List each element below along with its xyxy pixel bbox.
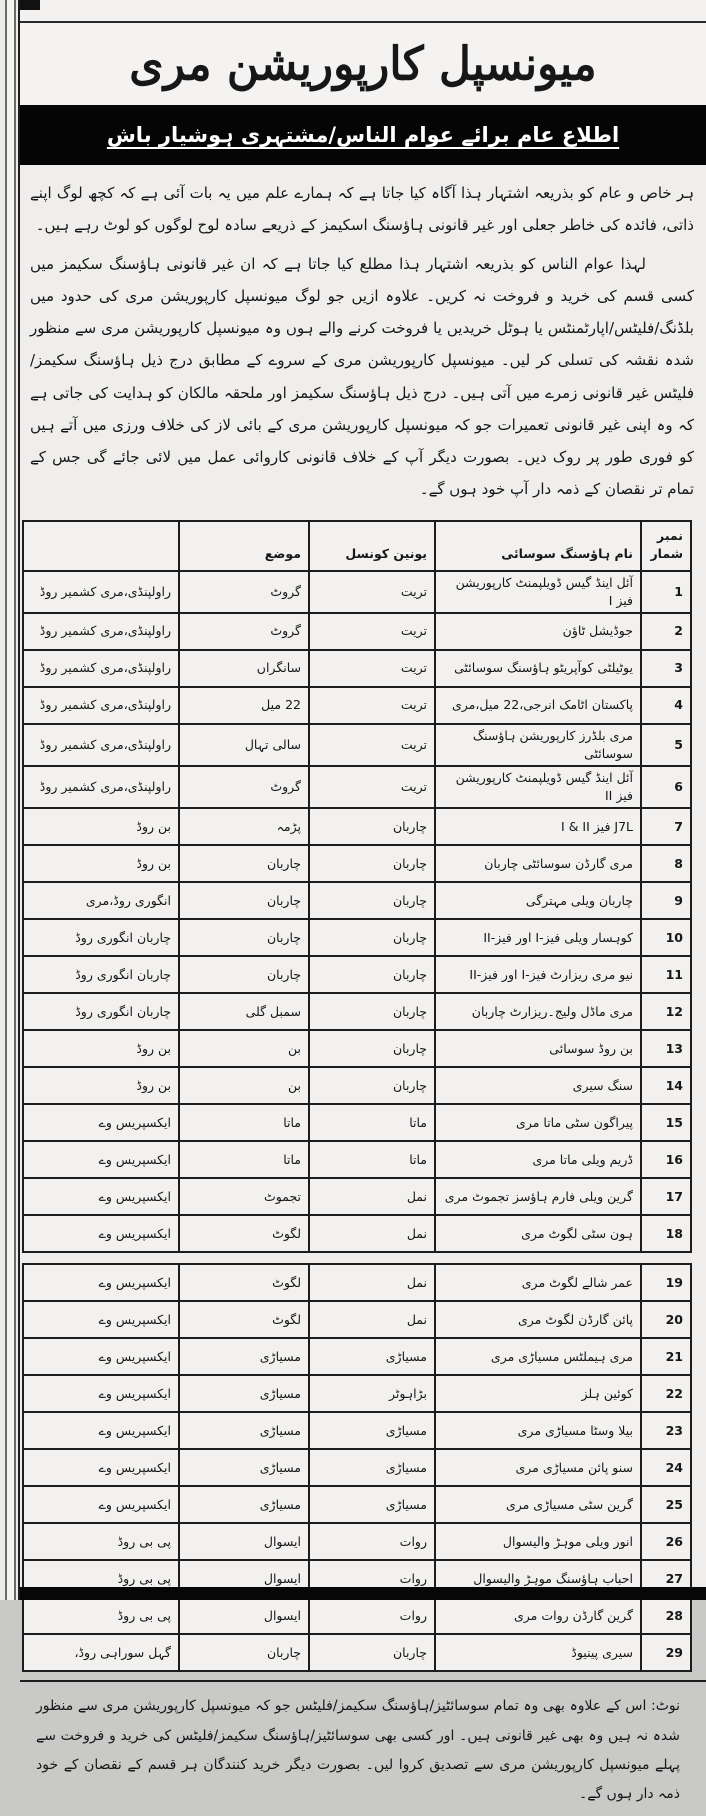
cell-society: آئل اینڈ گیس ڈویلپمنٹ کارپوریشن فیز I [435,571,641,613]
table-row [23,1486,691,1523]
cell-mouza: مسیاڑی [179,1338,309,1375]
cell-mouza: چاربان [179,882,309,919]
cell-union-council: روات [309,1597,435,1634]
cell-society: انور ویلی موہڑ والیسوال [435,1523,641,1560]
cell-serial: 2 [641,613,691,650]
cell-union-council: تریت [309,650,435,687]
cell-union-council: چاربان [309,1030,435,1067]
cell-union-council: نمل [309,1264,435,1301]
table-row [23,1449,691,1486]
cell-society: پاکستان اٹامک انرجی،22 میل،مری [435,687,641,724]
cell-location: پی بی روڈ [23,1597,179,1634]
cell-society: ہون سٹی لگوٹ مری [435,1215,641,1252]
cell-mouza: لگوٹ [179,1215,309,1252]
cell-union-council: تریت [309,687,435,724]
table-row [23,1523,691,1560]
cell-society: گرین گارڈن روات مری [435,1597,641,1634]
cell-mouza: تجموٹ [179,1178,309,1215]
cell-union-council: مسیاڑی [309,1486,435,1523]
cell-society: احباب ہاؤسنگ موہڑ والیسوال [435,1560,641,1597]
cell-serial: 29 [641,1634,691,1671]
cell-location: ایکسپریس وے [23,1301,179,1338]
cell-mouza: پڑمہ [179,808,309,845]
cell-union-council: ماتا [309,1141,435,1178]
cell-society: سیری پینیوڈ [435,1634,641,1671]
cell-location: راولپنڈی،مری کشمیر روڈ [23,650,179,687]
column-header-mouza: موضع [179,521,309,571]
cell-mouza: سالی تہال [179,724,309,766]
cell-mouza: چاربان [179,845,309,882]
table-row [23,1215,691,1252]
cell-mouza: مسیاڑی [179,1486,309,1523]
cell-location: ایکسپریس وے [23,1486,179,1523]
cell-union-council: مسیاڑی [309,1412,435,1449]
footer-note [20,1680,706,1816]
cell-union-council: چاربان [309,808,435,845]
cell-location: راولپنڈی،مری کشمیر روڈ [23,687,179,724]
cell-serial: 19 [641,1264,691,1301]
cell-union-council: ماتا [309,1104,435,1141]
cell-location: چاربان انگوری روڈ [23,919,179,956]
table-row [23,919,691,956]
cell-union-council: چاربان [309,919,435,956]
cell-serial: 13 [641,1030,691,1067]
cell-society: چاربان ویلی مہترگی [435,882,641,919]
cell-mouza: 22 میل [179,687,309,724]
table-row [23,1141,691,1178]
notice-banner [20,105,706,165]
cell-location: راولپنڈی،مری کشمیر روڈ [23,766,179,808]
cell-location: راولپنڈی،مری کشمیر روڈ [23,571,179,613]
cell-mouza: گروٹ [179,613,309,650]
cell-society: مری ماڈل ولیج۔ریزارٹ چاربان [435,993,641,1030]
cell-union-council: تریت [309,613,435,650]
table-row [23,1030,691,1067]
cell-serial: 26 [641,1523,691,1560]
cell-serial: 27 [641,1560,691,1597]
cell-location: گہل سوراہی روڈ، [23,1634,179,1671]
scan-corner-mark [20,0,40,10]
cell-mouza: ایسوال [179,1523,309,1560]
cell-union-council: چاربان [309,845,435,882]
cell-location: بن روڈ [23,845,179,882]
table-row [23,993,691,1030]
cell-location: ایکسپریس وے [23,1412,179,1449]
cell-serial: 24 [641,1449,691,1486]
societies-table-2 [22,1263,692,1672]
cell-society: سنگ سیری [435,1067,641,1104]
cell-mouza: چاربان [179,1634,309,1671]
column-header-serial: نمبر شمار [641,521,691,571]
column-header-society: نام ہاؤسنگ سوسائی [435,521,641,571]
cell-mouza: مسیاڑی [179,1412,309,1449]
cell-mouza: ماتا [179,1104,309,1141]
cell-location: بن روڈ [23,808,179,845]
cell-society: مری ہیملٹس مسیاڑی مری [435,1338,641,1375]
cell-union-council: نمل [309,1301,435,1338]
cell-society: کوئین ہلز [435,1375,641,1412]
cell-union-council: نمل [309,1215,435,1252]
cell-mouza: سانگراں [179,650,309,687]
cell-union-council: تریت [309,766,435,808]
cell-society: نیو مری ریزارٹ فیز-I اور فیز-II [435,956,641,993]
cell-union-council: مسیاڑی [309,1338,435,1375]
cell-mouza: بن [179,1067,309,1104]
cell-location: بن روڈ [23,1067,179,1104]
table-row [23,845,691,882]
cell-society: گرین ویلی فارم ہاؤسز تجموٹ مری [435,1178,641,1215]
cell-location: بن روڈ [23,1030,179,1067]
cell-location: چاربان انگوری روڈ [23,993,179,1030]
cell-location: پی بی روڈ [23,1523,179,1560]
cell-location: ایکسپریس وے [23,1264,179,1301]
cell-mouza: گروٹ [179,571,309,613]
table-row [23,1634,691,1671]
cell-union-council: روات [309,1560,435,1597]
cell-society: پیراگون سٹی ماتا مری [435,1104,641,1141]
intro-paragraph-1: ہر خاص و عام کو بذریعہ اشتہار ہذا آگاہ کیا جاتا ہے کہ ہمارے علم میں یہ بات آئی ہے کہ کچھ لوگ اپنے ذاتی، فائدہ کی خاطر جعلی اور غیر قانونی ہاؤسنگ اسکیمز کے ذریعے سادہ لوح لوگوں کو لوٹ رہے ہیں۔ [30,184,694,235]
table-row [23,1597,691,1634]
cell-serial: 22 [641,1375,691,1412]
cell-serial: 21 [641,1338,691,1375]
table-row [23,1067,691,1104]
cell-society: پائن گارڈن لگوٹ مری [435,1301,641,1338]
cell-serial: 17 [641,1178,691,1215]
cell-serial: 7 [641,808,691,845]
cell-mouza: گروٹ [179,766,309,808]
cell-serial: 12 [641,993,691,1030]
bottom-black-bar [20,1587,706,1600]
cell-society: آئل اینڈ گیس ڈویلپمنٹ کارپوریشن فیز II [435,766,641,808]
cell-serial: 11 [641,956,691,993]
cell-mouza: ایسوال [179,1560,309,1597]
cell-mouza: مسیاڑی [179,1449,309,1486]
cell-mouza: چاربان [179,919,309,956]
cell-location: چاربان انگوری روڈ [23,956,179,993]
column-header-union-council: یونین کونسل [309,521,435,571]
cell-location: انگوری روڈ،مری [23,882,179,919]
table-header-row [23,521,691,571]
top-margin-strip [20,0,706,23]
table-row [23,687,691,724]
cell-location: راولپنڈی،مری کشمیر روڈ [23,613,179,650]
scan-edge-line [5,0,16,1600]
table-row [23,1178,691,1215]
banner-text: اطلاع عام برائے عوام الناس/مشتہری ہوشیار باش [106,123,620,147]
table-row [23,1301,691,1338]
cell-location: ایکسپریس وے [23,1215,179,1252]
cell-society: ڈریم ویلی ماتا مری [435,1141,641,1178]
table-row [23,766,691,808]
cell-union-council: چاربان [309,956,435,993]
cell-serial: 10 [641,919,691,956]
cell-society: جوڈیشل ٹاؤن [435,613,641,650]
cell-society: عمر شالے لگوٹ مری [435,1264,641,1301]
cell-society: سنو پائن مسیاڑی مری [435,1449,641,1486]
footer-note-text: نوٹ: اس کے علاوہ بھی وہ تمام سوسائٹیز/ہاؤسنگ سکیمز/فلیٹس جو کہ میونسپل کارپوریشن مری سے منظور شدہ نہ ہیں وہ بھی غیر قانونی ہیں۔ اور کسی بھی سوسائٹیز/ہاؤسنگ سکیمز/فلیٹس کی خرید و فروخت سے پہلے میونسپل کارپوریشن مری سے تصدیق کروا لیں۔ بصورت دیگر خرید کنندگان ہر قسم کے نقصان کے خود ذمہ دار ہوں گے۔ [36,1698,680,1803]
cell-serial: 28 [641,1597,691,1634]
cell-union-council: چاربان [309,1634,435,1671]
cell-society: J7L فیز I & II [435,808,641,845]
table-row [23,956,691,993]
table-row [23,1104,691,1141]
cell-serial: 25 [641,1486,691,1523]
cell-serial: 4 [641,687,691,724]
cell-serial: 6 [641,766,691,808]
cell-union-council: چاربان [309,882,435,919]
cell-mouza: لگوٹ [179,1301,309,1338]
cell-serial: 20 [641,1301,691,1338]
intro-section [20,165,706,516]
cell-serial: 23 [641,1412,691,1449]
masthead [20,23,706,105]
cell-union-council: چاربان [309,1067,435,1104]
cell-union-council: تریت [309,724,435,766]
notice-document [18,0,706,1803]
table-row [23,1338,691,1375]
table-row [23,650,691,687]
cell-location: پی بی روڈ [23,1560,179,1597]
cell-mouza: ماتا [179,1141,309,1178]
cell-society: مری بلڈرز کارپوریشن ہاؤسنگ سوسائٹی [435,724,641,766]
cell-serial: 18 [641,1215,691,1252]
cell-location: ایکسپریس وے [23,1449,179,1486]
cell-serial: 9 [641,882,691,919]
table-row [23,571,691,613]
cell-society: بیلا وسٹا مسیاڑی مری [435,1412,641,1449]
cell-mouza: مسیاڑی [179,1375,309,1412]
cell-society: یوٹیلٹی کوآپریٹو ہاؤسنگ سوسائٹی [435,650,641,687]
cell-serial: 8 [641,845,691,882]
cell-union-council: مسیاڑی [309,1449,435,1486]
cell-society: مری گارڈن سوسائٹی چاربان [435,845,641,882]
table-row [23,1375,691,1412]
cell-location: راولپنڈی،مری کشمیر روڈ [23,724,179,766]
cell-mouza: لگوٹ [179,1264,309,1301]
cell-society: گرین سٹی مسیاڑی مری [435,1486,641,1523]
cell-serial: 16 [641,1141,691,1178]
cell-union-council: روات [309,1523,435,1560]
table-row [23,724,691,766]
societies-table-1 [22,520,692,1254]
cell-society: کوہسار ویلی فیز-I اور فیز-II [435,919,641,956]
table-row [23,613,691,650]
cell-serial: 1 [641,571,691,613]
column-header-location [23,521,179,571]
cell-mouza: ایسوال [179,1597,309,1634]
cell-location: ایکسپریس وے [23,1338,179,1375]
cell-union-council: بڑاہوٹر [309,1375,435,1412]
intro-paragraph-2: لہذا عوام الناس کو بذریعہ اشتہار ہذا مطلع کیا جاتا ہے کہ ان غیر قانونی ہاؤسنگ سکیمز میں کسی قسم کی خرید و فروخت نہ کریں۔ علاوہ ازیں جو لوگ میونسپل کارپوریشن مری کی حدود میں بلڈنگ/فلیٹس/اپارٹمنٹس یا ہوٹل خریدیں یا فروخت کرنے والے ہوں وہ میونسپل کارپوریشن مری سے منظور شدہ نقشہ کی تسلی کر لیں۔ میونسپل کارپوریشن مری کے سروے کے مطابق درج ذیل ہاؤسنگ سکیمز/فلیٹس غیر قانونی زمرے میں آتی ہیں۔ درج ذیل ہاؤسنگ سکیمز اور ملحقہ مالکان کو ہدایت کی جاتی ہے کہ وہ اپنی غیر قانونی تعمیرات جو کہ میونسپل کارپوریشن مری کے بائی لاز کی خلاف ورزی میں آتے ہیں کو فوری طور پر روک دیں۔ بصورت دیگر آپ کے خلاف قانونی کاروائی عمل میں لائی جائے گی جس کے تمام تر نقصان کے ذمہ دار آپ خود ہوں گے۔ [30,254,694,499]
cell-mouza: چاربان [179,956,309,993]
cell-union-council: تریت [309,571,435,613]
cell-location: ایکسپریس وے [23,1375,179,1412]
page-title: میونسپل کارپوریشن مری [129,37,597,91]
table-row [23,1264,691,1301]
cell-union-council: چاربان [309,993,435,1030]
table-row [23,808,691,845]
cell-location: ایکسپریس وے [23,1104,179,1141]
cell-mouza: سمبل گلی [179,993,309,1030]
cell-serial: 5 [641,724,691,766]
cell-serial: 15 [641,1104,691,1141]
cell-location: ایکسپریس وے [23,1141,179,1178]
cell-serial: 14 [641,1067,691,1104]
cell-location: ایکسپریس وے [23,1178,179,1215]
cell-union-council: نمل [309,1178,435,1215]
cell-society: بن روڈ سوسائی [435,1030,641,1067]
table-row [23,882,691,919]
cell-mouza: بن [179,1030,309,1067]
cell-serial: 3 [641,650,691,687]
table-row [23,1412,691,1449]
